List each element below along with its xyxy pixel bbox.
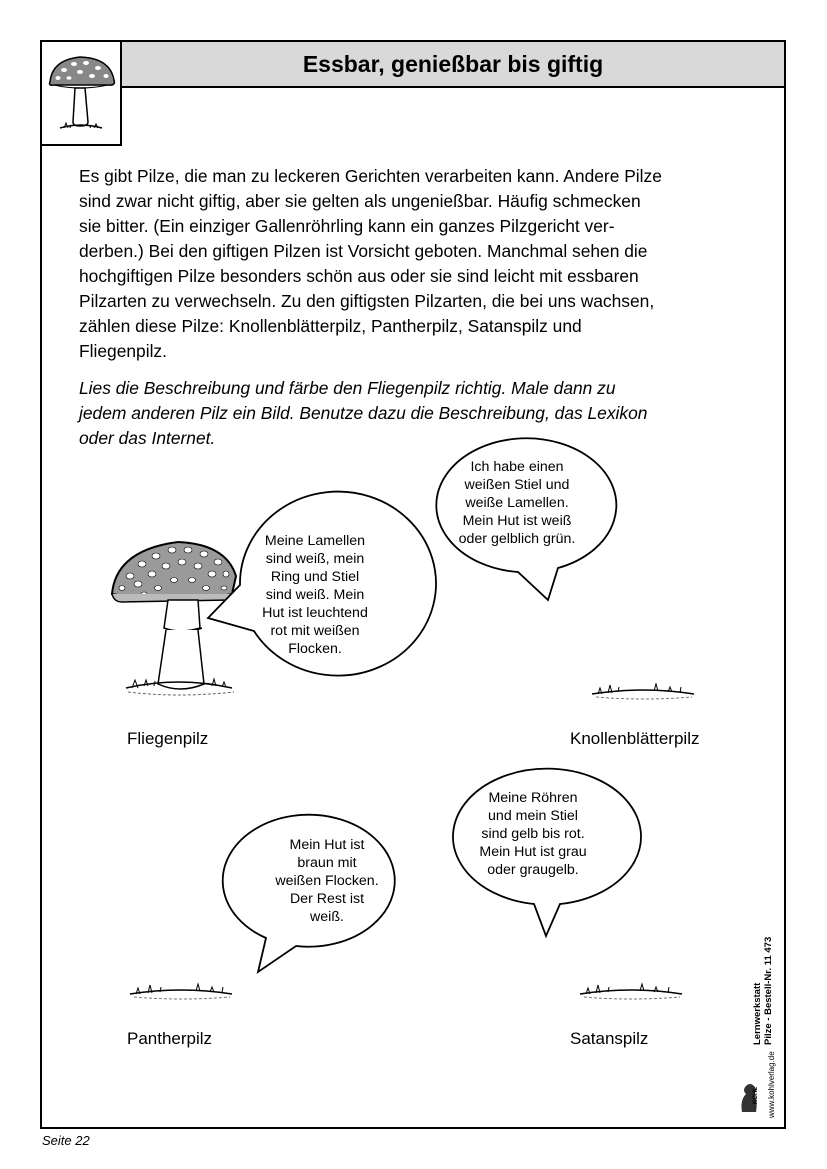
kohl-logo-icon	[736, 1076, 762, 1116]
bubble-line: oder gelblich grün.	[458, 531, 576, 547]
intro-line: sind zwar nicht giftig, aber sie gelten als ungenießbar. Häufig schmecken	[79, 191, 641, 211]
kohl-logo-text: KOHL	[753, 1087, 759, 1104]
intro-line: Es gibt Pilze, die man zu leckeren Gerichten verarbeiten kann. Andere Pilze	[79, 166, 662, 186]
bubble-line: Flocken.	[288, 641, 342, 657]
task-line: jedem anderen Pilz ein Bild. Benutze dazu die Beschreibung, das Lexikon	[79, 403, 648, 423]
bubble-line: und mein Stiel	[488, 808, 578, 824]
intro-line: sie bitter. (Ein einziger Gallenröhrling kann ein ganzes Pilzgericht ver-	[79, 216, 615, 236]
bubble-line: Mein Hut ist weiß	[462, 513, 572, 529]
task-line: Lies die Beschreibung und färbe den Fliegenpilz richtig. Male dann zu	[79, 378, 616, 398]
bubble-line: sind weiß, mein	[265, 551, 365, 567]
intro-paragraph	[79, 164, 749, 364]
header-mushroom-icon-box	[40, 40, 122, 146]
publisher-series: Lernwerkstatt	[752, 982, 763, 1045]
page-number: Seite 22	[42, 1133, 90, 1148]
page-title: Essbar, genießbar bis giftig	[302, 50, 604, 77]
speech-bubble-pantherpilz	[262, 836, 392, 926]
bubble-line: weißen Stiel und	[464, 477, 570, 493]
publisher-imprint	[752, 937, 774, 1045]
intro-line: Fliegenpilz.	[79, 341, 167, 361]
bubble-line: Meine Röhren	[488, 790, 578, 806]
bubble-line: braun mit	[297, 855, 357, 871]
bubble-line: rot mit weißen	[270, 623, 360, 639]
speech-bubble-knollenblaetterpilz	[442, 458, 592, 548]
bubble-line: Hut ist leuchtend	[262, 605, 368, 621]
publisher-url: www.kohlverlag.de	[767, 1051, 776, 1118]
bubble-line: weißen Flocken.	[275, 873, 379, 889]
speech-bubble-fliegenpilz	[255, 532, 375, 658]
bubble-line: weiß.	[310, 909, 344, 925]
label-knollenblaetterpilz: Knollenblätterpilz	[570, 729, 700, 748]
bubble-line: Der Rest ist	[289, 891, 365, 907]
bubble-line: Mein Hut ist	[289, 837, 365, 853]
bubble-line: sind weiß. Mein	[265, 587, 365, 603]
intro-line: derben.) Bei den giftigen Pilzen ist Vorsicht geboten. Manchmal sehen die	[79, 241, 648, 261]
bubble-line: Mein Hut ist grau	[479, 844, 587, 860]
mushroom-icon	[42, 42, 120, 144]
label-pantherpilz: Pantherpilz	[127, 1029, 213, 1048]
grass-patch	[126, 976, 236, 1000]
label-fliegenpilz: Fliegenpilz	[127, 729, 209, 748]
label-satanspilz: Satanspilz	[570, 1029, 649, 1048]
intro-line: Pilzarten zu verwechseln. Zu den giftigsten Pilzarten, die bei uns wachsen,	[79, 291, 655, 311]
bubble-line: weiße Lamellen.	[465, 495, 569, 511]
bubble-line: sind gelb bis rot.	[481, 826, 585, 842]
speech-bubble-satanspilz	[458, 789, 608, 879]
bubble-line: oder graugelb.	[487, 862, 579, 878]
grass-patch	[576, 976, 686, 1000]
intro-line: zählen diese Pilze: Knollenblätterpilz, Pantherpilz, Satanspilz und	[79, 316, 582, 336]
bubble-line: Ring und Stiel	[270, 569, 360, 585]
task-line: oder das Internet.	[79, 428, 216, 448]
grass-patch	[588, 676, 698, 700]
bubble-line: Meine Lamellen	[264, 533, 366, 549]
bubble-line: Ich habe einen	[470, 459, 564, 475]
intro-line: hochgiftigen Pilze besonders schön aus oder sie sind leicht mit essbaren	[79, 266, 639, 286]
publisher-order-number: Pilze - Bestell-Nr. 11 473	[763, 936, 774, 1045]
title-bar	[120, 40, 786, 88]
